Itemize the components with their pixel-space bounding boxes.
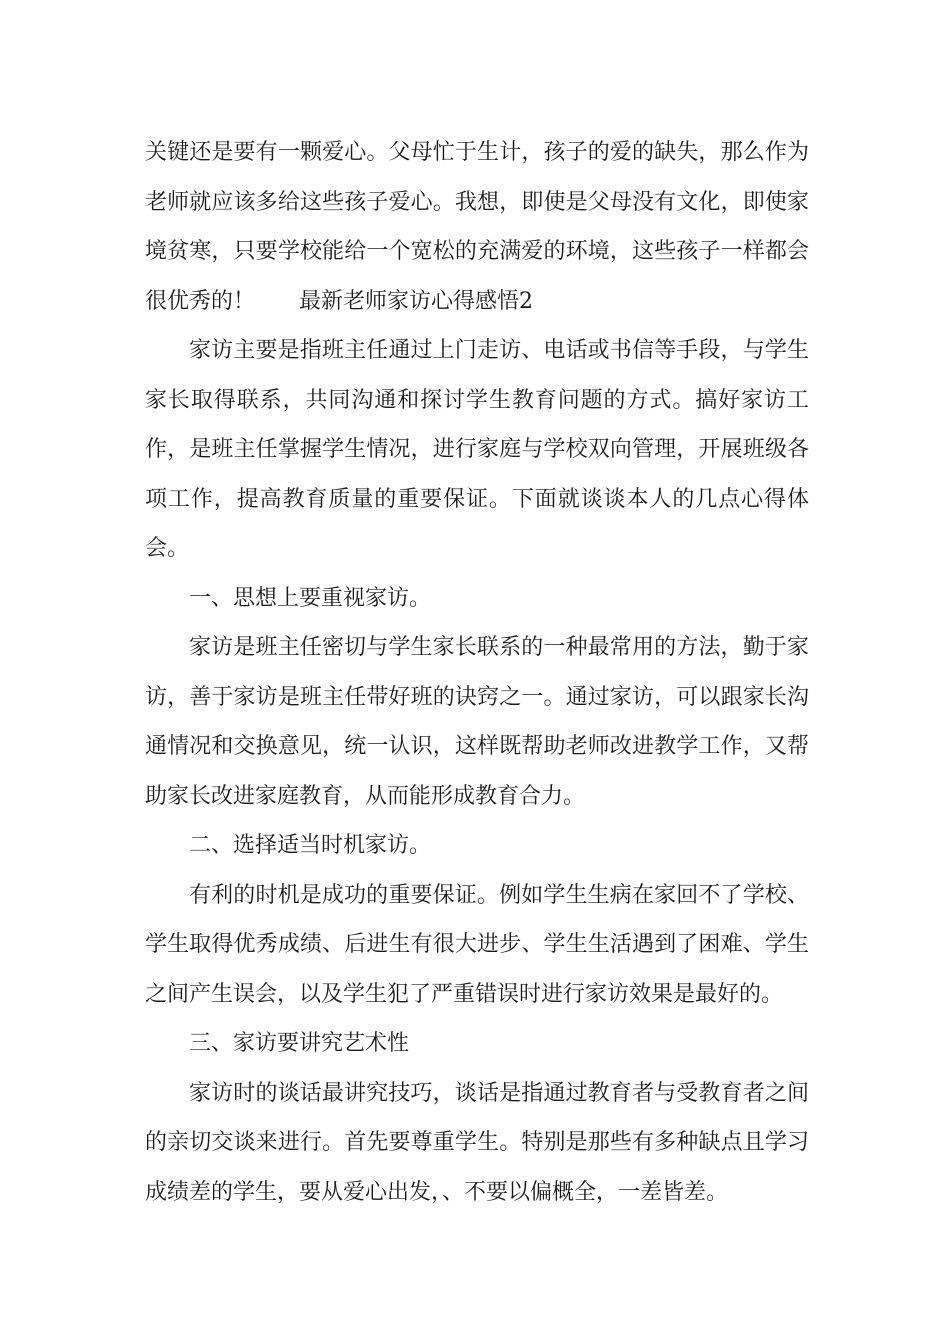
paragraph-1-text: 关键还是要有一颗爱心。父母忙于生计，孩子的爱的缺失，那么作为老师就应该多给这些孩子爱心。我想，即使是父母没有文化，即使家境贫寒，只要学校能给一个宽松的充满爱的环境，这些孩子一样都会很优秀的！: [145, 140, 809, 314]
paragraph-3: 家访是班主任密切与学生家长联系的一种最常用的方法，勤于家访，善于家访是班主任带好班的诀窍之一。通过家访，可以跟家长沟通情况和交换意见，统一认识，这样既帮助老师改进教学工作，又帮助家长改进家庭教育，从而能形成教育合力。: [145, 635, 809, 809]
subheading-1: 一、思想上要重视家访。: [189, 585, 432, 611]
paragraph-4: 有利的时机是成功的重要保证。例如学生生病在家回不了学校、学生取得优秀成绩、后进生有很大进步、学生生活遇到了困难、学生之间产生误会，以及学生犯了严重错误时进行家访效果是最好的。: [145, 882, 809, 1007]
section-heading-inline: 最新老师家访心得感悟2: [299, 288, 534, 314]
paragraph-2: 家访主要是指班主任通过上门走访、电话或书信等手段，与学生家长取得联系，共同沟通和探讨学生教育问题的方式。搞好家访工作，是班主任掌握学生情况，进行家庭与学校双向管理，开展班级各项工作，提高教育质量的重要保证。下面就谈谈本人的几点心得体会。: [145, 338, 809, 561]
document-body: [145, 128, 809, 1217]
subheading-3: 三、家访要讲究艺术性: [189, 1031, 410, 1056]
paragraph-1: [145, 128, 809, 326]
paragraph-5: 家访时的谈话最讲究技巧，谈话是指通过教育者与受教育者之间的亲切交谈来进行。首先要尊重学生。特别是那些有多种缺点且学习成绩差的学生，要从爱心出发，、不要以偏概全，一差皆差。: [145, 1080, 809, 1205]
subheading-2: 二、选择适当时机家访。: [189, 833, 432, 858]
